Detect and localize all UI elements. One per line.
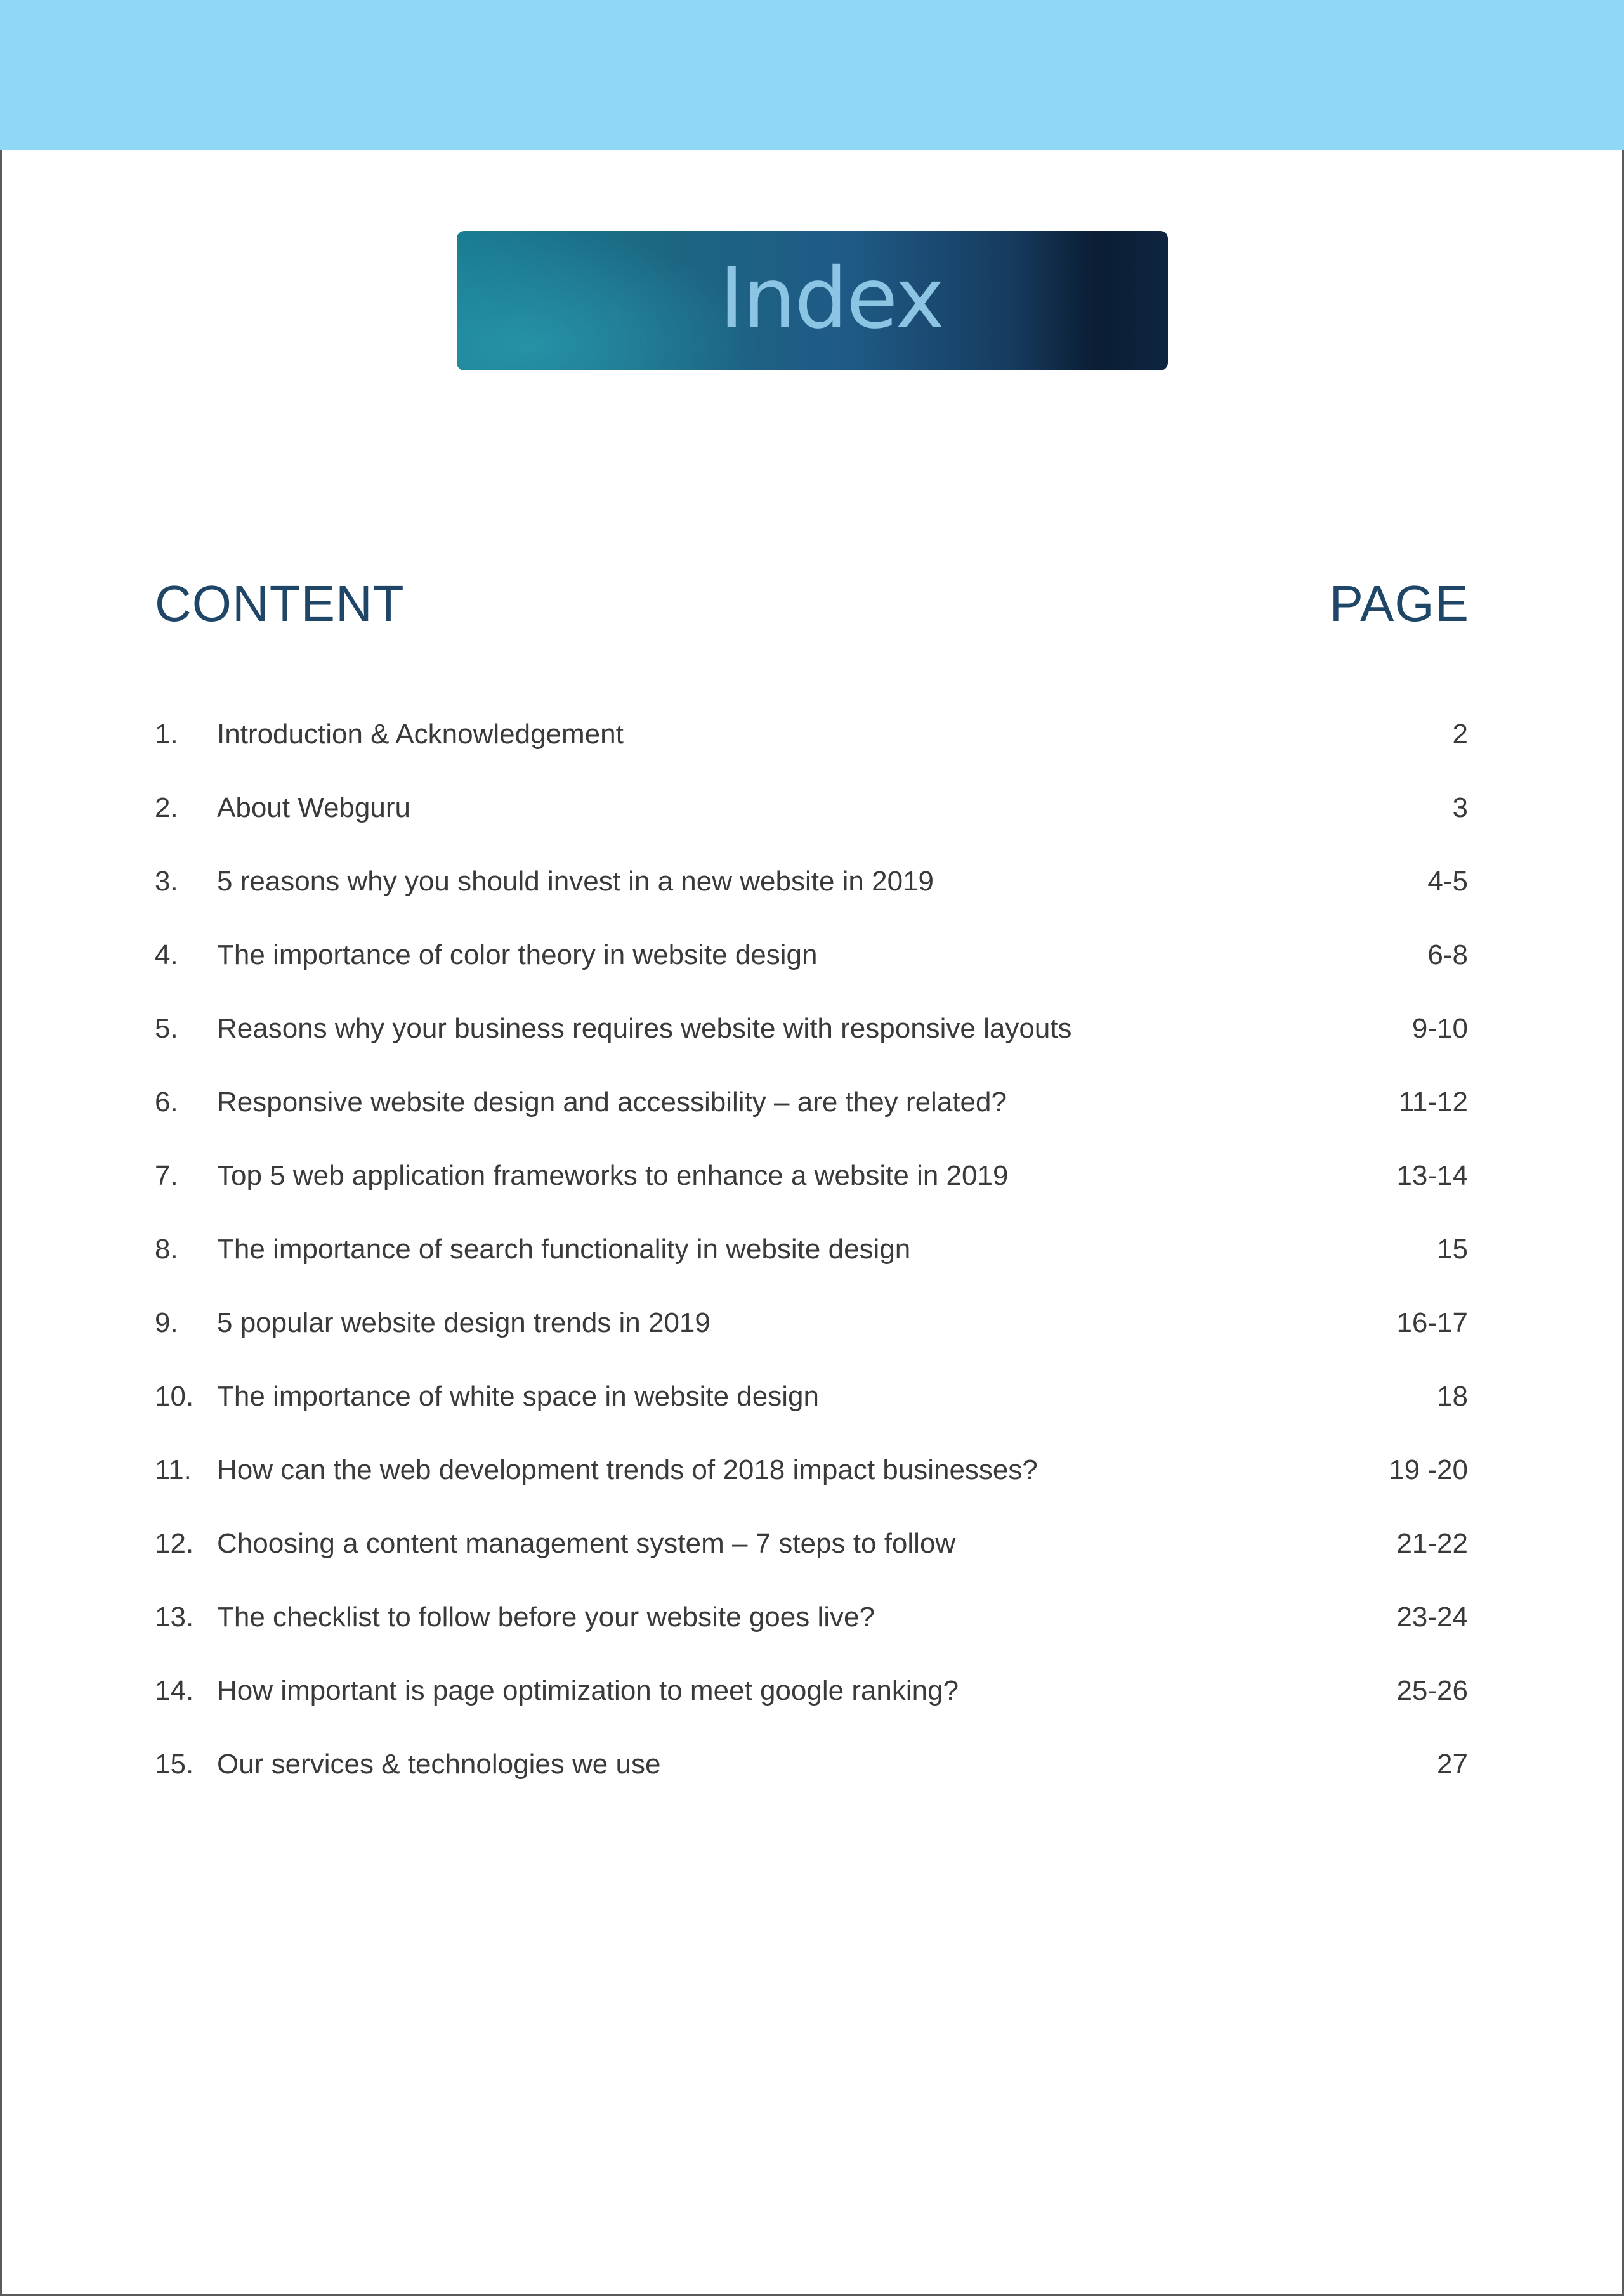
toc-entry-number: 6. [155,1086,178,1118]
title-banner [457,231,1168,370]
toc-entry-title: Introduction & Acknowledgement [217,719,624,750]
toc-entry-title: 5 reasons why you should invest in a new website in 2019 [217,866,934,897]
toc-entry-title: The importance of search functionality in website design [217,1234,911,1265]
toc-entry-number: 14. [155,1675,194,1706]
toc-entry[interactable] [155,771,1468,845]
toc-entry[interactable] [155,1728,1468,1801]
toc-entry-number: 12. [155,1528,194,1559]
toc-entry[interactable] [155,1507,1468,1581]
toc-entry-number: 8. [155,1234,178,1265]
top-color-band [0,0,1624,150]
toc-entry-title: Our services & technologies we use [217,1749,661,1780]
toc-entry-page: 21-22 [1396,1528,1468,1559]
toc-entry[interactable] [155,1213,1468,1286]
toc-entry[interactable] [155,845,1468,918]
toc-entry[interactable] [155,1433,1468,1507]
toc-entry-title: The importance of white space in website design [217,1381,819,1412]
toc-entry-number: 13. [155,1601,194,1633]
page-title: Index [719,250,944,348]
toc-entry-page: 16-17 [1396,1307,1468,1338]
toc-entry-page: 25-26 [1396,1675,1468,1706]
toc-entry-number: 5. [155,1013,178,1044]
toc-entry-title: Responsive website design and accessibility – are they related? [217,1086,1007,1118]
toc-entry-page: 11-12 [1398,1086,1468,1118]
toc-entry-page: 27 [1437,1749,1468,1780]
toc-entry-number: 1. [155,719,178,750]
toc-entry[interactable] [155,1581,1468,1654]
toc-entry-number: 2. [155,792,178,823]
toc-entry-title: 5 popular website design trends in 2019 [217,1307,710,1338]
content-column-header: CONTENT [155,575,405,632]
toc-entry-title: Reasons why your business requires website with responsive layouts [217,1013,1072,1044]
toc-entry-title: The checklist to follow before your website goes live? [217,1601,875,1633]
toc-entry-title: How can the web development trends of 2018 impact businesses? [217,1454,1038,1485]
toc-entry[interactable] [155,918,1468,992]
toc-entry-page: 15 [1437,1234,1468,1265]
table-of-contents [155,698,1468,1801]
page-column-header: PAGE [1329,575,1469,632]
toc-entry[interactable] [155,1286,1468,1360]
toc-entry[interactable] [155,1654,1468,1728]
toc-entry[interactable] [155,1066,1468,1139]
toc-entry-page: 4-5 [1427,866,1468,897]
toc-entry-number: 3. [155,866,178,897]
toc-entry-title: How important is page optimization to meet google ranking? [217,1675,959,1706]
toc-entry-page: 19 -20 [1389,1454,1468,1485]
toc-entry-title: The importance of color theory in website design [217,939,818,970]
toc-entry[interactable] [155,1139,1468,1213]
toc-entry-number: 15. [155,1749,194,1780]
toc-entry-title: About Webguru [217,792,410,823]
toc-entry-number: 4. [155,939,178,970]
toc-entry-page: 3 [1452,792,1468,823]
toc-entry-number: 7. [155,1160,178,1191]
toc-entry[interactable] [155,1360,1468,1433]
toc-entry-page: 13-14 [1396,1160,1468,1191]
toc-entry-page: 2 [1452,719,1468,750]
toc-entry-title: Top 5 web application frameworks to enhance a website in 2019 [217,1160,1009,1191]
toc-entry-number: 11. [155,1454,192,1485]
toc-entry-page: 23-24 [1396,1601,1468,1633]
toc-entry-page: 9-10 [1411,1013,1468,1044]
toc-entry-title: Choosing a content management system – 7 steps to follow [217,1528,956,1559]
toc-entry-number: 10. [155,1381,194,1412]
toc-entry[interactable] [155,698,1468,771]
toc-entry[interactable] [155,992,1468,1066]
toc-entry-page: 18 [1437,1381,1468,1412]
toc-entry-page: 6-8 [1427,939,1468,970]
toc-entry-number: 9. [155,1307,178,1338]
